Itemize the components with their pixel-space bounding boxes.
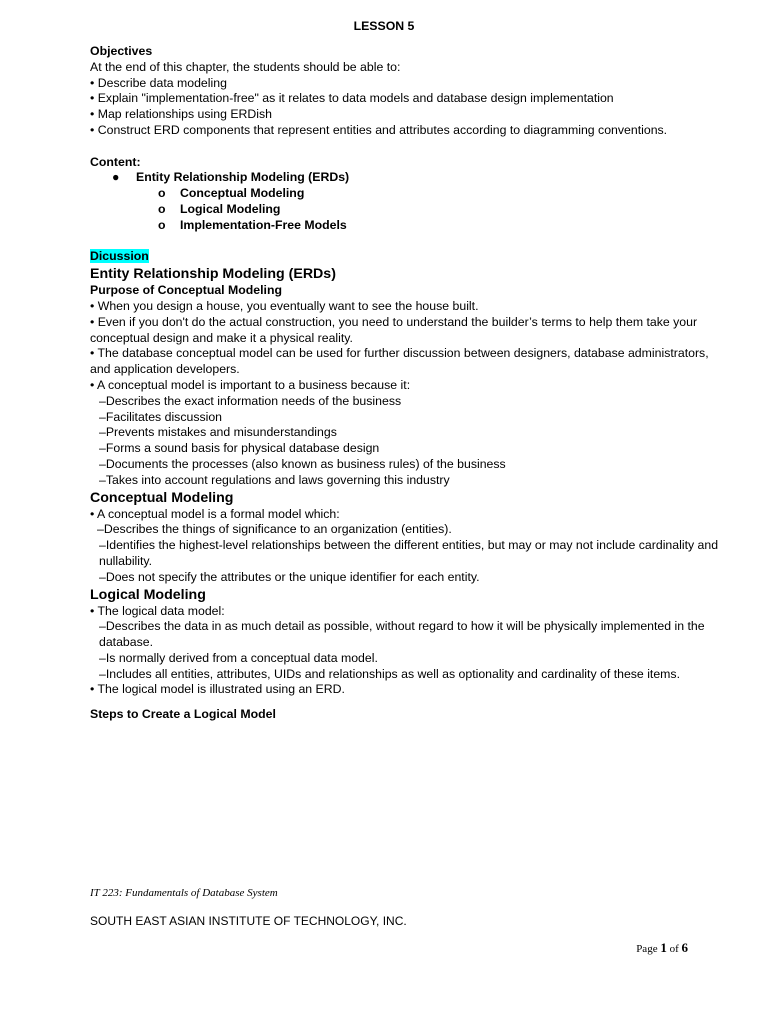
logical-point: –Includes all entities, attributes, UIDs and relationships as well as optionality and cardinality of these items. (99, 666, 680, 681)
section-title-erd: Entity Relationship Modeling (ERDs) (90, 266, 336, 283)
logical-outro: • The logical model is illustrated using an ERD. (90, 682, 345, 697)
page-label: Page (636, 943, 658, 955)
bullet-icon: ● (112, 170, 120, 185)
objective-item: • Construct ERD components that represent entities and attributes according to diagramming conventions. (90, 122, 668, 137)
page-of-label: of (669, 943, 679, 955)
logical-point: –Describes the data in as much detail as possible, without regard to how it will be physically implemented in the database. (99, 619, 705, 650)
content-main-item (90, 170, 730, 186)
page-number (636, 940, 688, 956)
objective-item: • Describe data modeling (90, 75, 227, 90)
logical-point: –Is normally derived from a conceptual data model. (99, 650, 378, 665)
content-main-label: Entity Relationship Modeling (ERDs) (136, 170, 350, 185)
discussion-label: Dicussion (90, 249, 149, 264)
logical-intro: • The logical data model: (90, 603, 225, 618)
conceptual-point: –Identifies the highest-level relationships between the different entities, but may or may not include cardinality and nullability. (99, 538, 719, 568)
section-title-logical: Logical Modeling (90, 586, 206, 603)
purpose-subpoint: –Documents the processes (also known as business rules) of the business (99, 456, 506, 471)
conceptual-intro: • A conceptual model is a formal model which: (90, 506, 340, 521)
content-sub-label: Implementation-Free Models (180, 217, 347, 232)
objectives-intro: At the end of this chapter, the students should be able to: (90, 59, 401, 74)
discussion-label-line (90, 249, 730, 265)
purpose-point: • Even if you don't do the actual construction, you need to understand the builder’s terms to help them take your conceptual design and make it a physical reality. (90, 314, 698, 345)
steps-heading: Steps to Create a Logical Model (90, 707, 276, 722)
page-current: 1 (660, 940, 667, 955)
purpose-subpoint: –Forms a sound basis for physical database design (99, 441, 380, 456)
content-heading: Content: (90, 154, 141, 169)
content-sub-item (90, 218, 730, 234)
conceptual-point: –Describes the things of significance to an organization (entities). (97, 522, 452, 537)
purpose-subpoint: –Describes the exact information needs of the business (99, 393, 402, 408)
content-sub-item (90, 186, 730, 202)
content-sub-label: Conceptual Modeling (180, 186, 305, 201)
lesson-title: LESSON 5 (353, 19, 415, 33)
circle-bullet-icon: o (158, 186, 166, 201)
content-sub-label: Logical Modeling (180, 201, 281, 216)
purpose-subpoint: –Prevents mistakes and misunderstandings (99, 425, 337, 440)
circle-bullet-icon: o (158, 217, 166, 232)
objective-item: • Explain "implementation-free" as it relates to data models and database design implementation (90, 91, 614, 106)
conceptual-point: –Does not specify the attributes or the unique identifier for each entity. (99, 569, 480, 584)
footer-course: IT 223: Fundamentals of Database System (90, 887, 278, 899)
objectives-heading: Objectives (90, 44, 153, 58)
purpose-point: • When you design a house, you eventually want to see the house built. (90, 298, 479, 313)
purpose-subpoint: –Takes into account regulations and laws governing this industry (99, 472, 450, 487)
objective-item: • Map relationships using ERDish (90, 107, 273, 122)
purpose-subpoint: –Facilitates discussion (99, 409, 223, 424)
footer-institution: SOUTH EAST ASIAN INSTITUTE OF TECHNOLOGY, INC. (90, 914, 407, 928)
purpose-heading: Purpose of Conceptual Modeling (90, 283, 282, 298)
section-title-conceptual: Conceptual Modeling (90, 489, 234, 506)
content-sub-item (90, 202, 730, 218)
document-body (90, 44, 730, 723)
page-total: 6 (681, 940, 688, 955)
purpose-point: • A conceptual model is important to a business because it: (90, 377, 411, 392)
purpose-point: • The database conceptual model can be used for further discussion between designers, database administrators, and application developers. (90, 346, 709, 377)
circle-bullet-icon: o (158, 201, 166, 216)
